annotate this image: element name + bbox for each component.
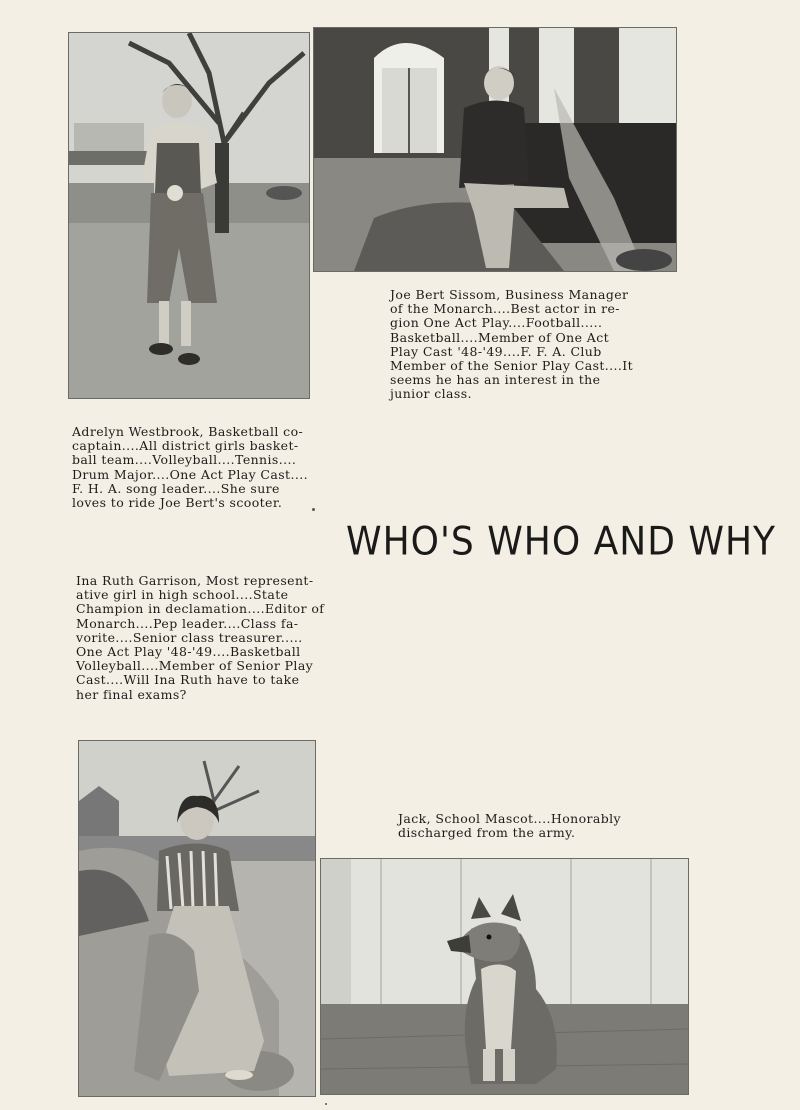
photo-jack-mascot [320,858,689,1095]
ink-speck [312,508,315,511]
page-title: WHO'S WHO AND WHY [346,520,777,565]
photo-adrelyn-westbrook [68,32,310,399]
caption-joe-bert-sissom: Joe Bert Sissom, Business Manager of the Monarch....Best actor in re- gion One Act Play....Football..... Basketball....Member of One Act Play Cast '48-'49....F. F. A. Club Member of the Senior Play Cast....It seems he has an interest in the junior class. [390,287,634,402]
caption-jack-mascot: Jack, School Mascot....Honorably discharged from the army. [398,811,622,841]
caption-ina-ruth-garrison: Ina Ruth Garrison, Most represent- ative girl in high school....State Champion in declamation....Editor of Monarch....Pep leader....Class fa- vorite....Senior class treasurer..... One Act Play '48-'49....Basketball Volleyball....Member of Senior Play Cast....Will Ina Ruth have to take her final exams? [76,573,325,702]
photo-joe-bert-sissom [313,27,677,272]
caption-adrelyn-westbrook: Adrelyn Westbrook, Basketball co- captain....All district girls basket- ball team....Volleyball....Tennis.... Drum Major....One Act Play Cast.... F. H. A. song leader....She sure loves to ride Joe Bert's scooter. [72,424,308,511]
ink-speck [325,1103,327,1105]
photo-ina-ruth-garrison [78,740,316,1097]
